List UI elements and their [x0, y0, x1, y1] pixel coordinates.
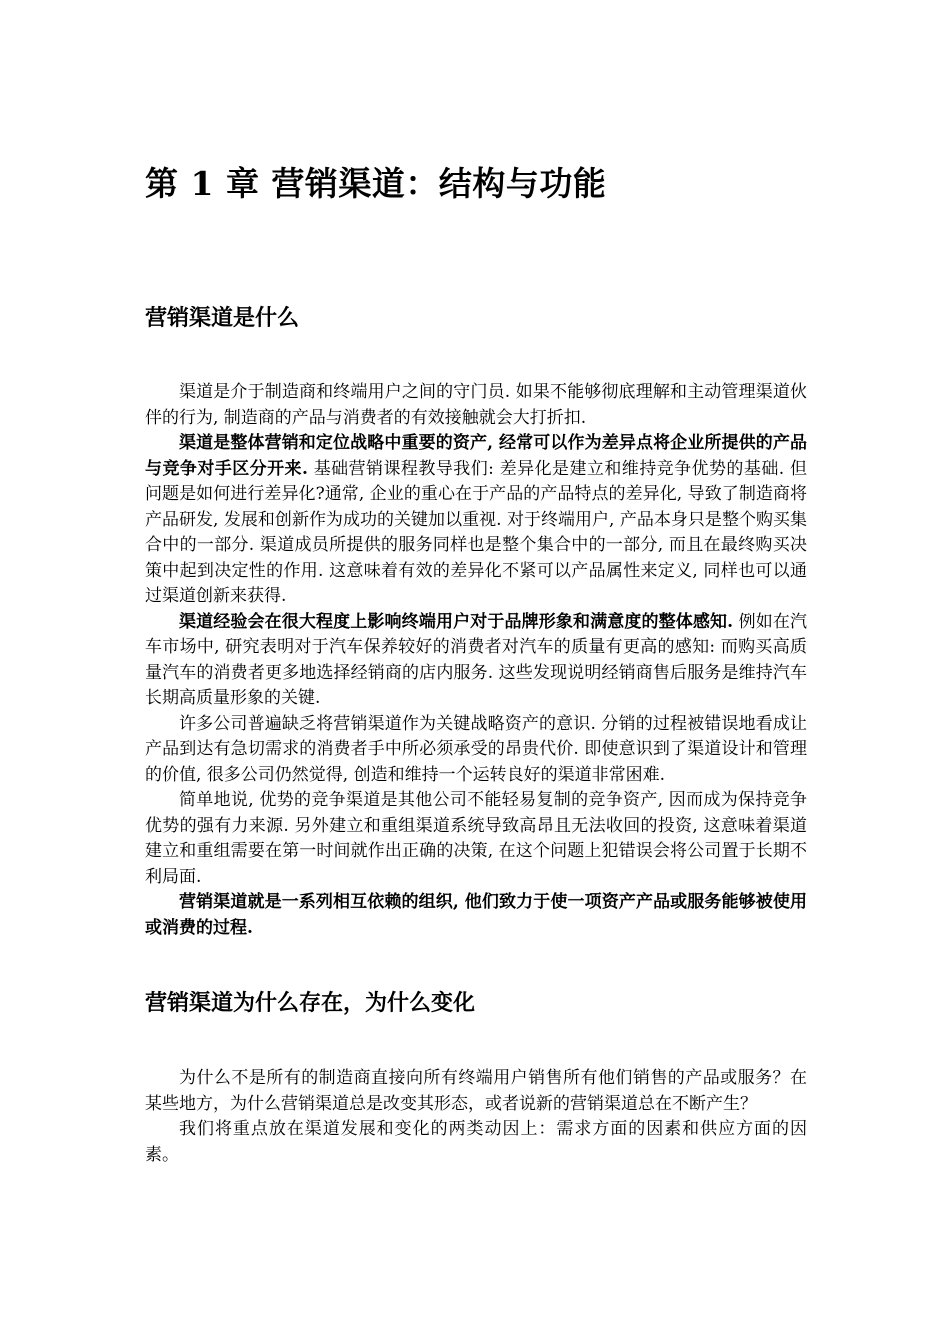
paragraph — [145, 890, 807, 941]
paragraph: 渠道是介于制造商和终端用户之间的守门员. 如果不能够彻底理解和主动管理渠道伙伴的行为, 制造商的产品与消费者的有效接触就会大打折扣. — [145, 382, 807, 428]
section-heading-why-channels-exist: 营销渠道为什么存在，为什么变化 — [145, 991, 476, 1016]
bold-definition: 营销渠道就是一系列相互依赖的组织, 他们致力于使一项资产产品或服务能够被使用或消费的过程. — [145, 892, 807, 938]
bold-key-sentence: 渠道经验会在很大程度上影响终端用户对于品牌形象和满意度的整体感知. — [179, 611, 734, 632]
paragraph: 简单地说, 优势的竞争渠道是其他公司不能轻易复制的竞争资产, 因而成为保持竞争优势的强有力来源. 另外建立和重组渠道系统导致高昂且无法收回的投资, 这意味着渠道建立和重组需要在第一时间就作出正确的决策, 在这个问题上犯错误会将公司置于长期不利局面. — [145, 790, 807, 887]
paragraph: 许多公司普遍缺乏将营销渠道作为关键战略资产的意识. 分销的过程被错误地看成让产品到达有急切需求的消费者手中所必须承受的昂贵代价. 即使意识到了渠道设计和管理的价值, 很多公司仍然觉得, 创造和维持一个运转良好的渠道非常困难. — [145, 713, 807, 785]
paragraph: 渠道经验会在很大程度上影响终端用户对于品牌形象和满意度的整体感知. 例如在汽车市场中, 研究表明对于汽车保养较好的消费者对汽车的质量有更高的感知: 而购买高质量汽车的消费者更多地选择经销商的店内服务. 这些发现说明经销商售后服务是维持汽车长期高质量形象的关键. — [145, 611, 808, 708]
section-body-what-is-channel — [145, 380, 807, 941]
paragraph: 为什么不是所有的制造商直接向所有终端用户销售所有他们销售的产品或服务？在某些地方，为什么营销渠道总是改变其形态，或者说新的营销渠道总在不断产生？ — [145, 1068, 807, 1114]
section-body-why-channels-exist — [145, 1066, 807, 1168]
chapter-title: 第 1 章 营销渠道：结构与功能 — [145, 164, 607, 203]
paragraph: 渠道是整体营销和定位战略中重要的资产, 经常可以作为差异点将企业所提供的产品与竞争对手区分开来. 基础营销课程教导我们: 差异化是建立和维持竞争优势的基础. 但问题是如何进行差异化?通常, 企业的重心在于产品的产品特点的差异化, 导致了制造商将产品研发, 发展和创新作为成功的关键加以重视. 对于终端用户, 产品本身只是整个购买集合中的一部分. 渠道成员所提供的服务同样也是整个集合中的一部分, 而且在最终购买决策中起到决定性的作用. 这意味着有效的差异化不紧可以产品属性来定义, 同样也可以通过渠道创新来获得. — [145, 433, 808, 606]
bold-key-sentence: 渠道是整体营销和定位战略中重要的资产, 经常可以作为差异点将企业所提供的产品与竞争对手区分开来. — [145, 433, 807, 479]
section-heading-what-is-channel: 营销渠道是什么 — [145, 306, 300, 331]
paragraph: 我们将重点放在渠道发展和变化的两类动因上：需求方面的因素和供应方面的因素。 — [145, 1119, 807, 1165]
